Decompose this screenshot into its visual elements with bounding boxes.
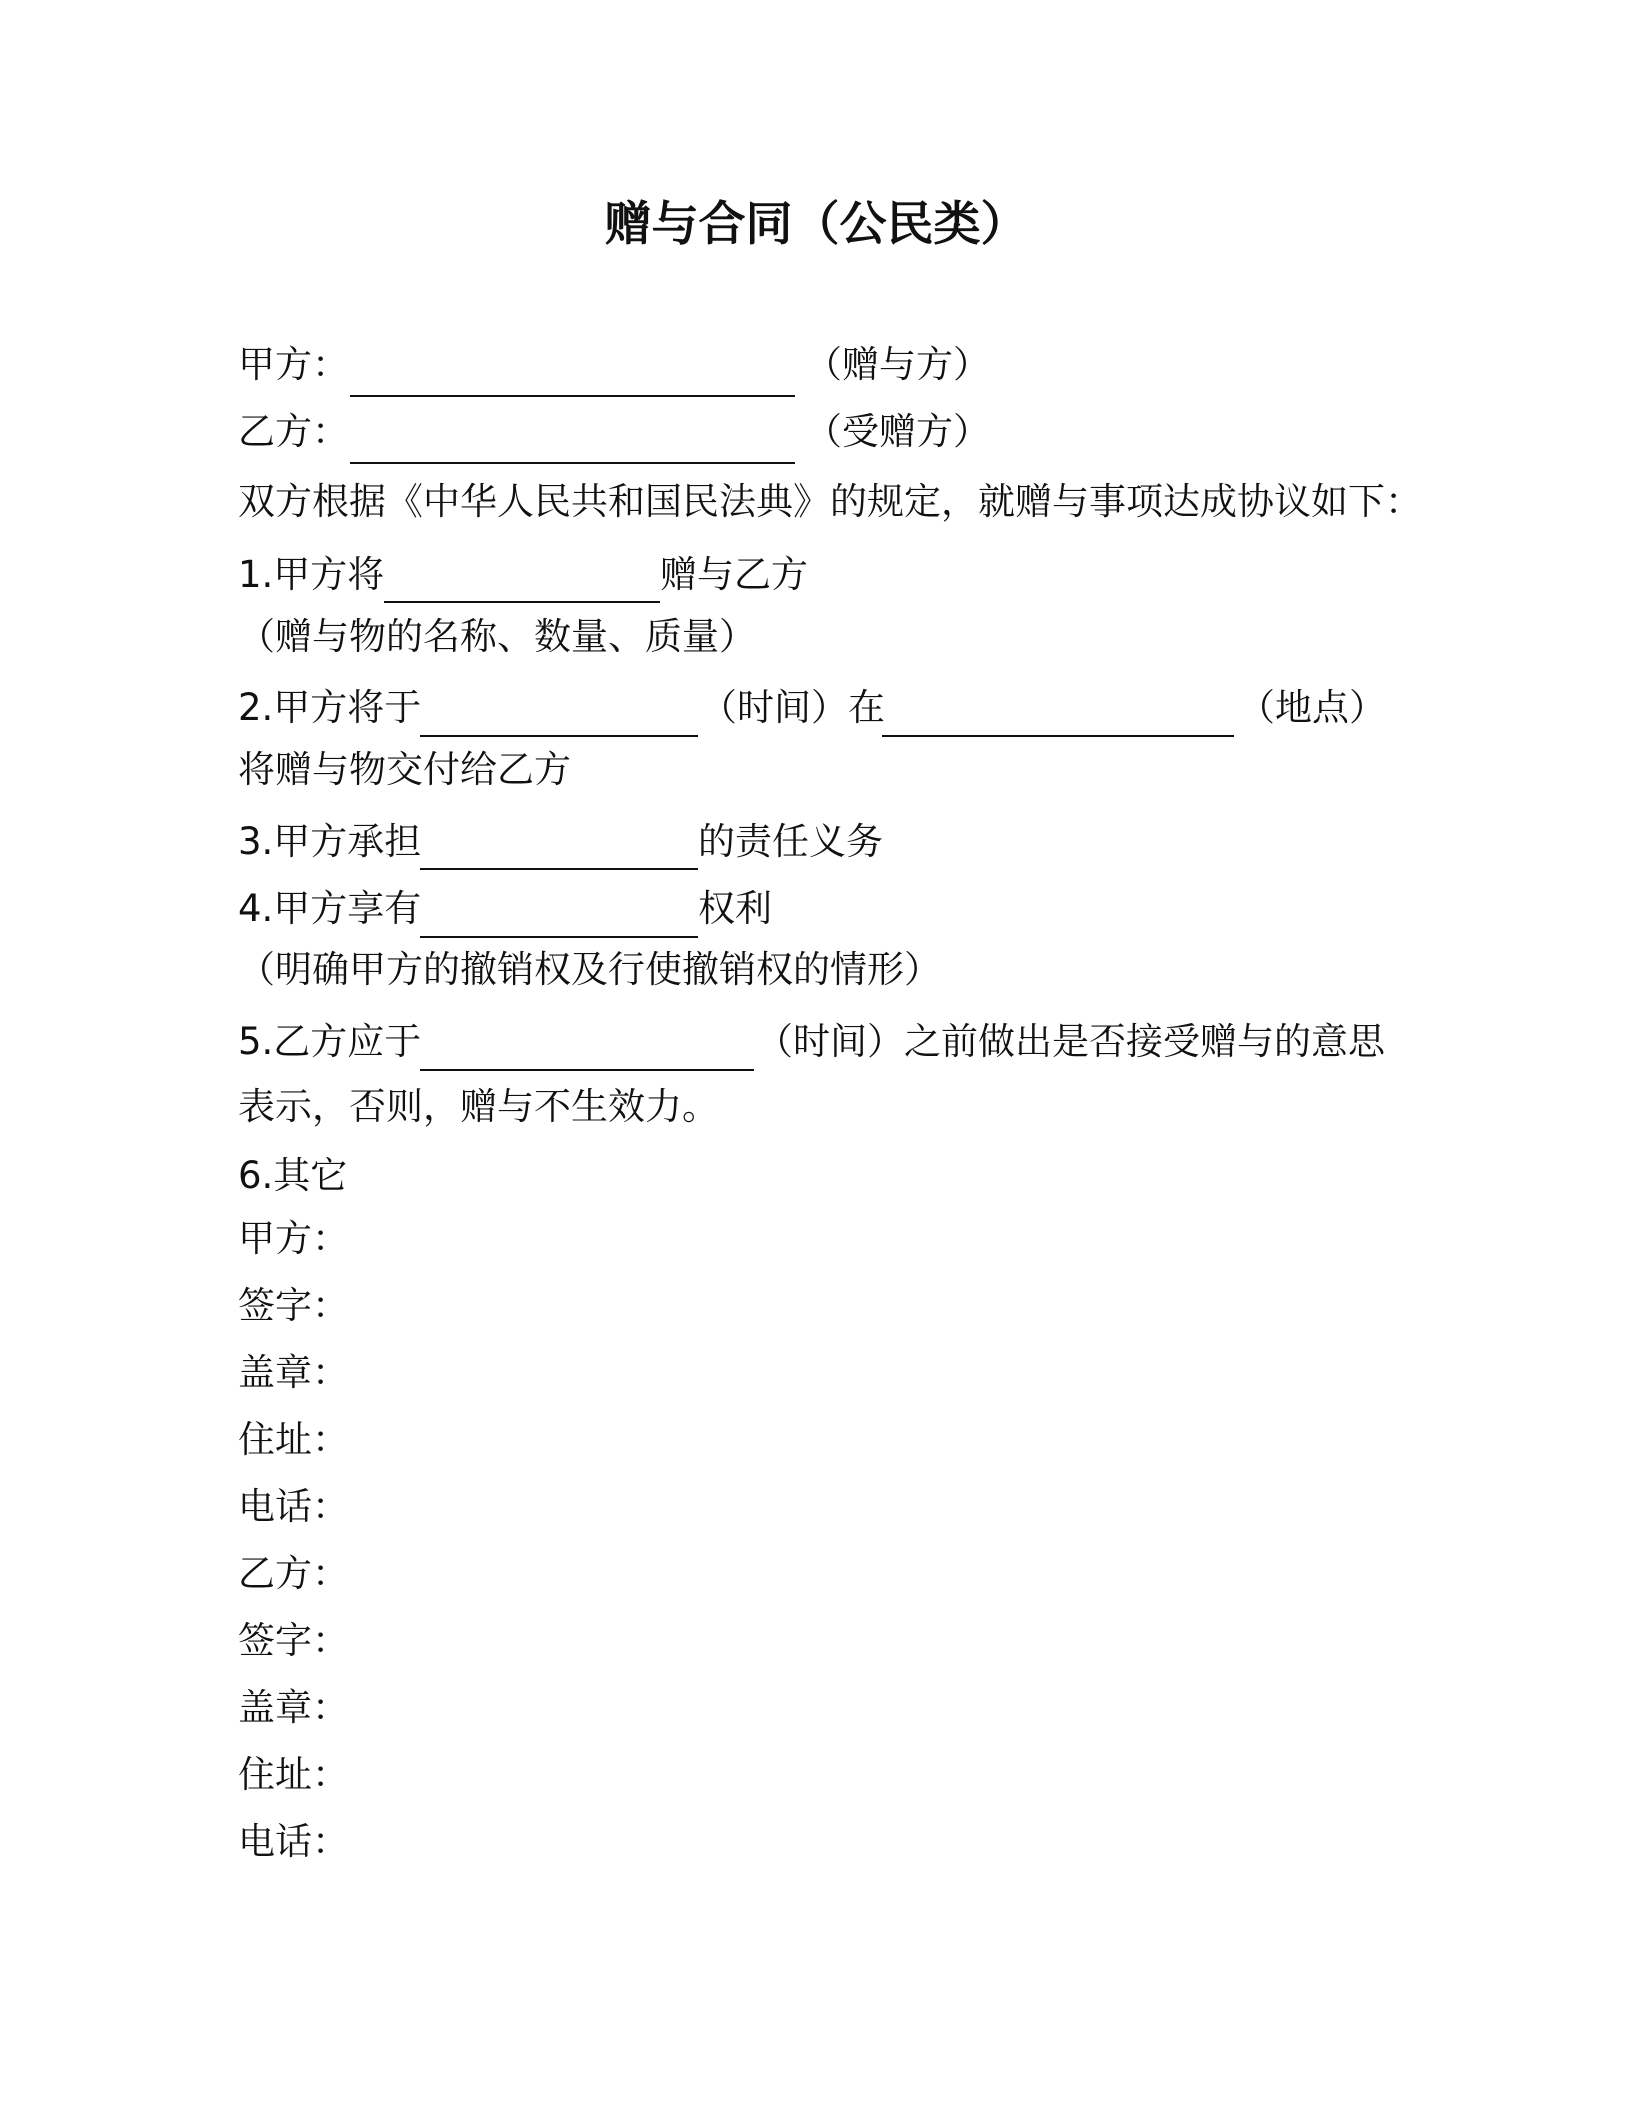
- clause4-prefix: 4.甲方享有: [238, 887, 422, 930]
- clause2-middle: （时间）在: [700, 686, 885, 729]
- party-b-note: （受赠方）: [805, 410, 990, 453]
- document-title: 赠与合同（公民类）: [604, 197, 1028, 252]
- clause2-time-blank[interactable]: [420, 735, 698, 737]
- clause4-blank[interactable]: [420, 936, 698, 938]
- clause1-suffix: 赠与乙方: [660, 553, 808, 596]
- party-b-blank[interactable]: [350, 462, 795, 464]
- sign-b-signature: 签字：: [238, 1619, 349, 1662]
- clause2-suffix: （地点）: [1238, 686, 1386, 729]
- clause4-note: （明确甲方的撤销权及行使撤销权的情形）: [238, 948, 941, 991]
- clause6: 6.其它: [238, 1154, 348, 1197]
- clause1-blank[interactable]: [384, 601, 660, 603]
- clause2-place-blank[interactable]: [882, 735, 1234, 737]
- party-a-label: 甲方：: [238, 343, 349, 386]
- sign-b-address: 住址：: [238, 1753, 349, 1796]
- clause2-prefix: 2.甲方将于: [238, 686, 422, 729]
- clause5-prefix: 5.乙方应于: [238, 1020, 422, 1063]
- clause5-blank[interactable]: [420, 1069, 754, 1071]
- party-a-note: （赠与方）: [805, 343, 990, 386]
- sign-b-party: 乙方：: [238, 1552, 349, 1595]
- clause3-suffix: 的责任义务: [698, 820, 883, 863]
- clause1-prefix: 1.甲方将: [238, 553, 385, 596]
- clause1-note: （赠与物的名称、数量、质量）: [238, 615, 756, 658]
- preamble: 双方根据《中华人民共和国民法典》的规定，就赠与事项达成协议如下：: [238, 480, 1422, 523]
- clause5-line2: 表示，否则，赠与不生效力。: [238, 1085, 719, 1128]
- clause3-prefix: 3.甲方承担: [238, 820, 422, 863]
- sign-b-phone: 电话：: [238, 1820, 349, 1863]
- sign-b-seal: 盖章：: [238, 1686, 349, 1729]
- clause4-suffix: 权利: [698, 887, 772, 930]
- clause3-blank[interactable]: [420, 868, 698, 870]
- clause2-line2: 将赠与物交付给乙方: [238, 748, 571, 791]
- sign-a-phone: 电话：: [238, 1485, 349, 1528]
- clause5-suffix: （时间）之前做出是否接受赠与的意思: [756, 1020, 1385, 1063]
- sign-a-address: 住址：: [238, 1418, 349, 1461]
- sign-a-seal: 盖章：: [238, 1351, 349, 1394]
- party-a-blank[interactable]: [350, 395, 795, 397]
- party-b-label: 乙方：: [238, 410, 349, 453]
- sign-a-signature: 签字：: [238, 1284, 349, 1327]
- sign-a-party: 甲方：: [238, 1217, 349, 1260]
